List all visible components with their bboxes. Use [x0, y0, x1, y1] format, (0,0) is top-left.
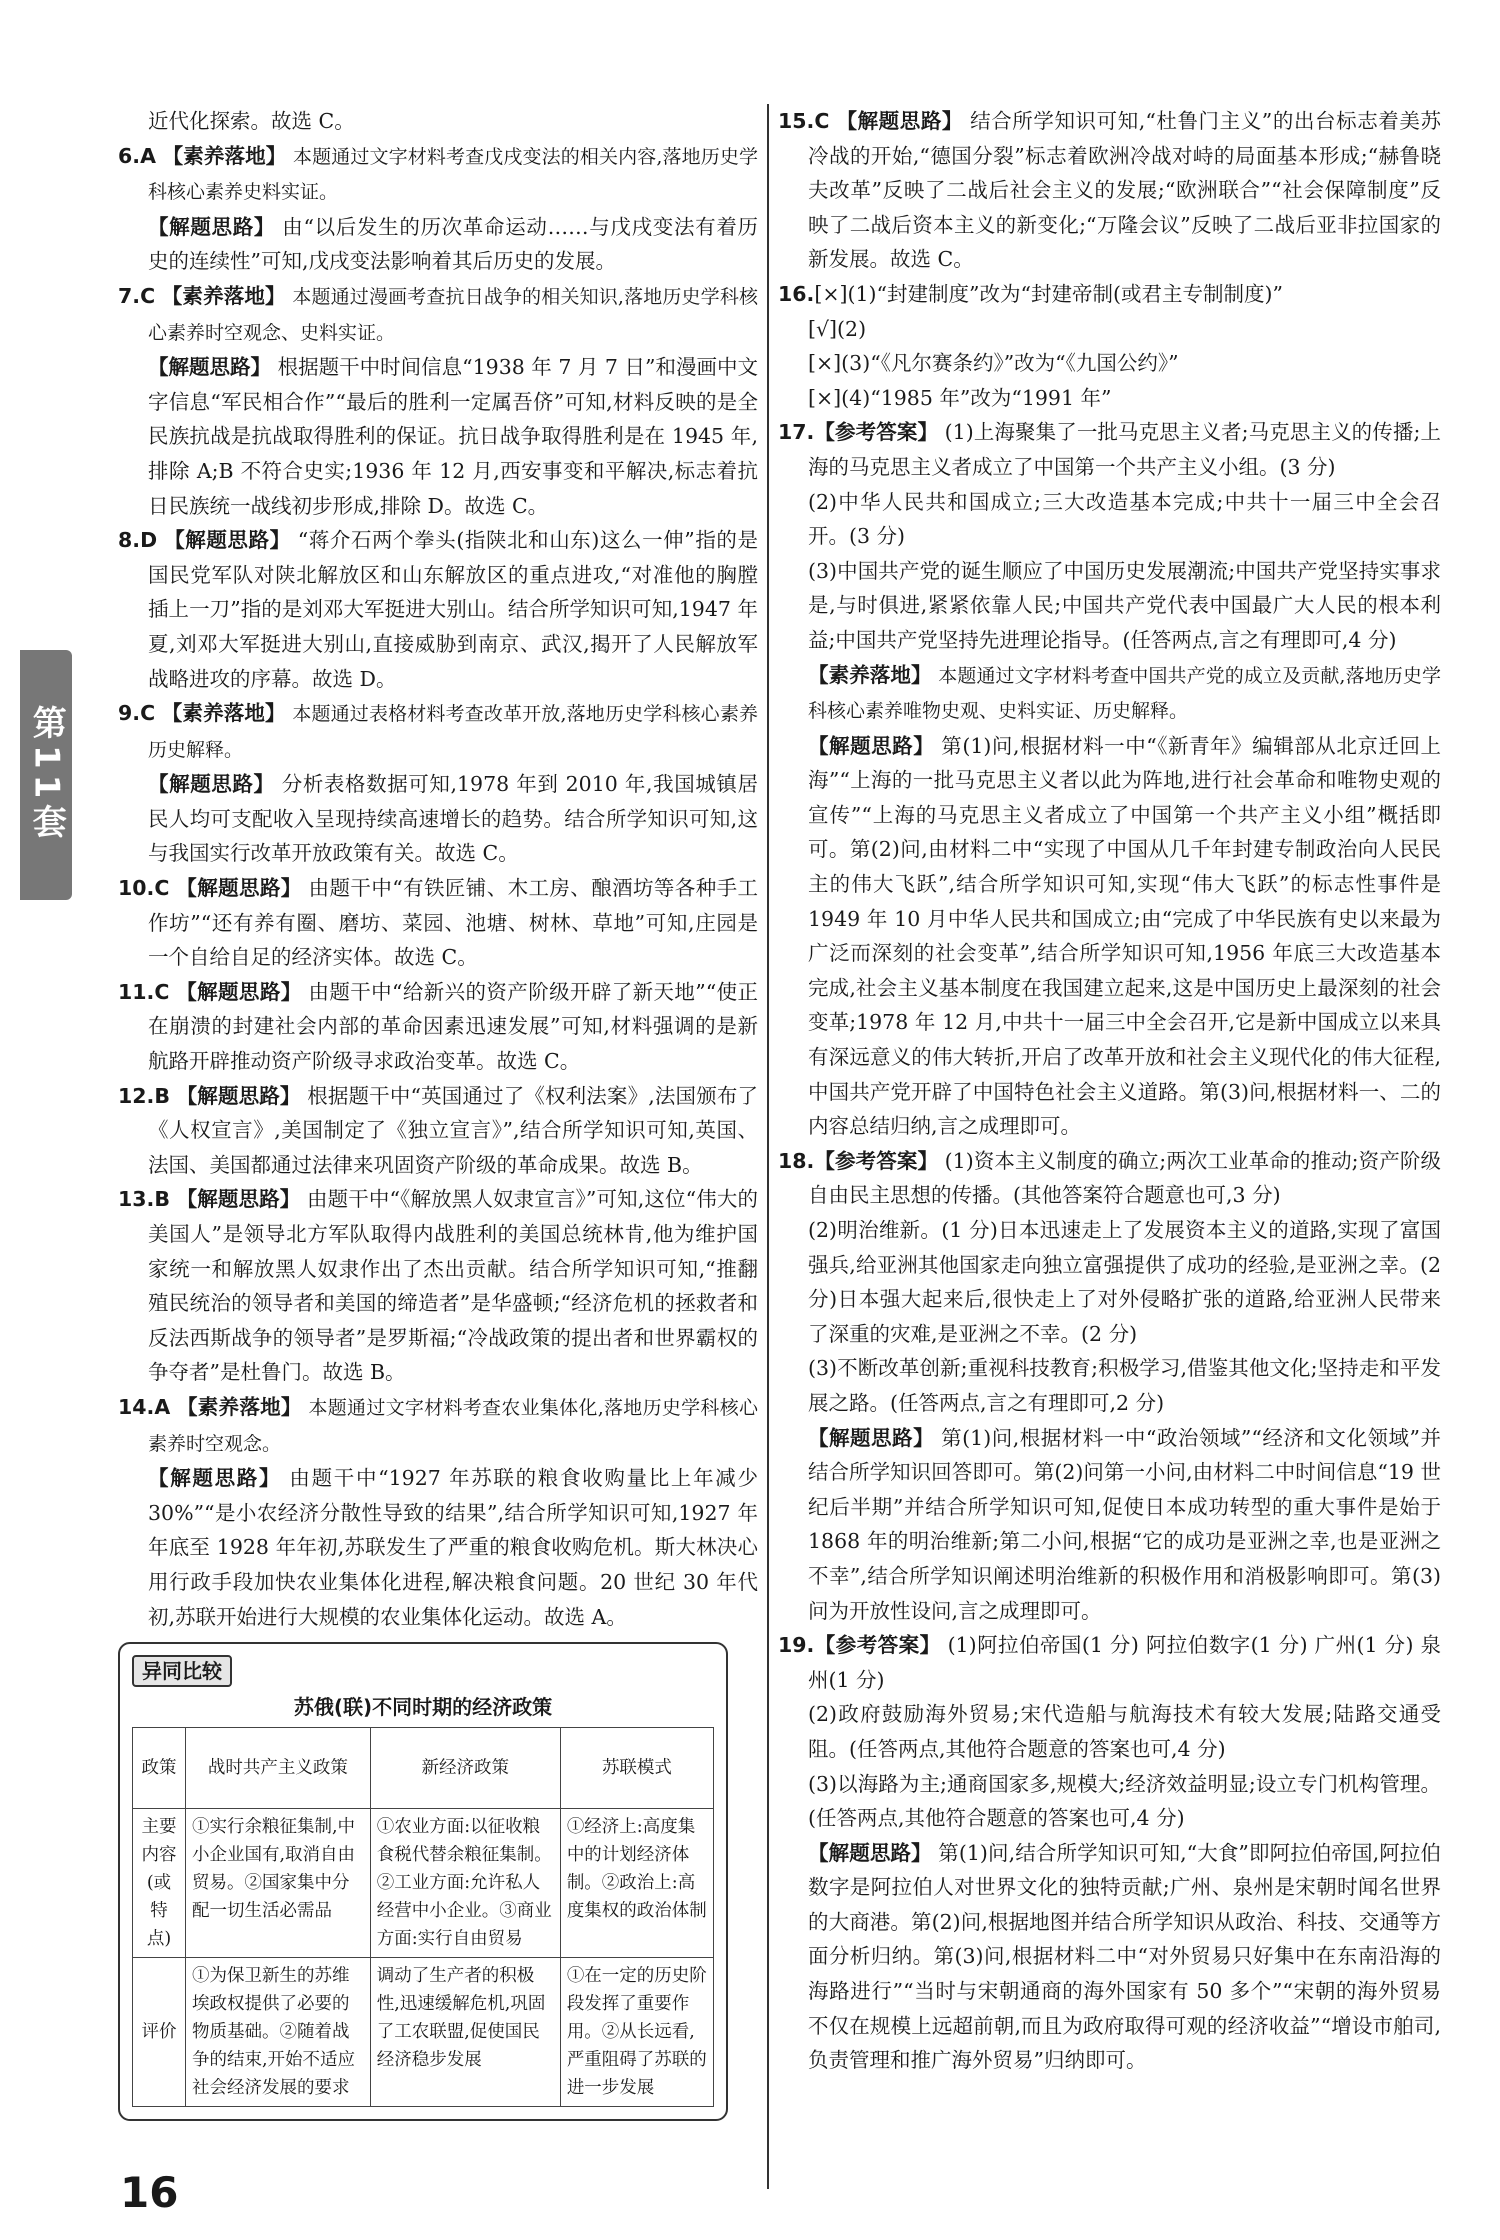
item-tag: 【素养落地】 — [161, 701, 286, 726]
table-header: 新经济政策 — [370, 1727, 560, 1808]
item-text: 本题通过文字材料考查农业集体化,落地历史学科核心素养时空观念。 — [148, 1396, 758, 1455]
item-tag: 【解题思路】 — [164, 528, 291, 553]
answer-line: (1)上海聚集了一批马克思主义者;马克思主义的传播;上海的马克思主义者成立了中国第一个共产主义小组。(3 分) — [808, 420, 1441, 479]
answer-line: (1)阿拉伯帝国(1 分) 阿拉伯数字(1 分) 广州(1 分) 泉州(1 分) — [808, 1633, 1441, 1692]
answer-line: (2)明治维新。(1 分)日本迅速走上了发展资本主义的道路,实现了富国强兵,给亚洲其他国家走向独立富强提供了成功的经验,是亚洲之幸。(2 分)日本强大起来后,很快走上了对外侵略扩张的道路,给亚洲人民带来了深重的灾难,是亚洲之不幸。(2 分) — [808, 1218, 1441, 1346]
item-text: 结合所学知识可知,“杜鲁门主义”的出台标志着美苏冷战的开始,“德国分裂”标志着欧洲冷战对峙的局面基本形成;“赫鲁晓夫改革”反映了二战后社会主义的发展;“欧洲联合”“社会保障制度”反映了二战后资本主义的新变化;“万隆会议”反映了二战后亚非拉国家的新发展。故选 C。 — [808, 109, 1441, 272]
item-line: [×](3)“《凡尔赛条约》”改为“《九国公约》” — [808, 351, 1179, 376]
item-tag: 【解题思路】 — [808, 733, 935, 758]
answer-line: (2)中华人民共和国成立;三大改造基本完成;中共十一届三中全会召开。(3 分) — [808, 489, 1441, 549]
item-answer: C — [814, 109, 830, 133]
item-8 — [118, 523, 758, 696]
item-11 — [118, 975, 758, 1079]
answer-line: (3)以海路为主;通商国家多,规模大;经济效益明显;设立专门机构管理。(任答两点,其他符合题意的答案也可,4 分) — [808, 1771, 1441, 1831]
comparison-tag: 异同比较 — [132, 1655, 232, 1687]
item-tag: 【素养落地】 — [177, 1394, 302, 1419]
item-tag: 【素养落地】 — [808, 662, 932, 687]
table-cell: 调动了生产者的积极性,迅速缓解危机,巩固了工农联盟,促使国民经济稳步发展 — [370, 1957, 560, 2106]
column-divider — [767, 104, 769, 2189]
intro-line: 近代化探索。故选 C。 — [148, 109, 355, 133]
item-9 — [118, 696, 758, 871]
item-text: 由“以后发生的历次革命运动……与戊戌变法有着历史的连续性”可知,戊戌变法影响着其后历史的发展。 — [148, 214, 758, 274]
item-text: 由题干中“给新兴的资产阶级开辟了新天地”“使正在崩溃的封建社会内部的革命因素迅速发展”可知,材料强调的是新航路开辟推动资产阶级寻求政治变革。故选 C。 — [148, 979, 758, 1074]
item-text: 由题干中“1927 年苏联的粮食收购量比上年减少 30%”“是小农经济分散性导致的结果”,结合所学知识可知,1927 年年底至 1928 年年初,苏联发生了严重的粮食收购危机。斯大林决心用行政手段加快农业集体化进程,解决粮食问题。20 世纪 30 年代初,苏联开始进行大规模的农业集体化运动。故选 A。 — [148, 1466, 758, 1629]
item-18 — [778, 1144, 1441, 1628]
table-header: 战时共产主义政策 — [186, 1727, 371, 1808]
item-tag: 【解题思路】 — [836, 109, 963, 133]
item-num: 9. — [118, 701, 141, 726]
item-14 — [118, 1390, 758, 1634]
item-tag: 【解题思路】 — [176, 1083, 301, 1108]
item-num: 13. — [118, 1187, 155, 1212]
item-answer: D — [140, 528, 158, 553]
item-line: [×](1)“封建制度”改为“封建帝制(或君主专制制度)” — [814, 281, 1283, 306]
table-row-label: 主要内容(或特点) — [133, 1808, 186, 1957]
answer-line: (1)资本主义制度的确立;两次工业革命的推动;资产阶级自由民主思想的传播。(其他答案符合题意也可,3 分) — [808, 1148, 1441, 1208]
item-num: 7. — [118, 283, 141, 308]
chapter-side-tab: 第11套 — [20, 650, 72, 900]
item-answer: C — [154, 876, 170, 901]
item-num: 19. — [778, 1633, 815, 1658]
item-num: 8. — [118, 528, 141, 553]
item-num: 15. — [778, 109, 815, 133]
item-text: 根据题干中时间信息“1938 年 7 月 7 日”和漫画中文字信息“军民相合作”“最后的胜利一定属吾侪”可知,材料反映的是全民族抗战是抗战取得胜利的保证。抗日战争取得胜利是在 1945 年,排除 A;B 不符合史实;1936 年 12 月,西安事变和平解决,标志着抗日民族统一战线初步形成,排除 D。故选 C。 — [148, 355, 758, 518]
item-line: [√](2) — [808, 316, 867, 341]
right-column — [778, 104, 1441, 2078]
item-answer: B — [154, 1187, 170, 1212]
item-text: 第(1)问,根据材料一中“《新青年》编辑部从北京迁回上海”“上海的一批马克思主义者以此为阵地,进行社会革命和唯物史观的宣传”“上海的马克思主义者成立了中国第一个共产主义小组”概括即可。第(2)问,由材料二中“实现了中国从几千年封建专制政治向人民民主的伟大飞跃”,结合所学知识可知,实现“伟大飞跃”的标志性事件是 1949 年 10 月中华人民共和国成立;由“完成了中华民族有史以来最为广泛而深刻的社会变革”,结合所学知识可知,1956 年底三大改造基本完成,社会主义基本制度在我国建立起来,这是中国历史上最深刻的社会变革;1978 年 12 月,中共十一届三中全会召开,它是新中国成立以来具有深远意义的伟大转折,开启了改革开放和社会主义现代化的伟大征程,中国共产党开辟了中国特色社会主义道路。第(3)问,根据材料一、二的内容总结归纳,言之成理即可。 — [808, 733, 1441, 1139]
comparison-table — [132, 1727, 714, 2107]
item-answer: C — [140, 701, 156, 726]
item-7 — [118, 279, 758, 523]
item-tag: 【素养落地】 — [162, 143, 287, 168]
answer-line: (3)中国共产党的诞生顺应了中国历史发展潮流;中国共产党坚持实事求是,与时俱进,紧紧依靠人民;中国共产党代表中国最广大人民的根本利益;中国共产党坚持先进理论指导。(任答两点,言之有理即可,4 分) — [808, 558, 1441, 652]
item-tag: 【解题思路】 — [148, 772, 275, 797]
item-line: [×](4)“1985 年”改为“1991 年” — [808, 385, 1112, 410]
table-cell: ①经济上:高度集中的计划经济体制。②政治上:高度集权的政治体制 — [560, 1808, 713, 1957]
item-6 — [118, 139, 758, 279]
item-10 — [118, 871, 758, 975]
comparison-box — [118, 1642, 728, 2121]
item-text: 第(1)问,结合所学知识可知,“大食”即阿拉伯帝国,阿拉伯数字是阿拉伯人对世界文化的独特贡献;广州、泉州是宋朝时闻名世界的大商港。第(2)问,根据地图并结合所学知识从政治、科技、交通等方面分析归纳。第(3)问,根据材料二中“对外贸易只好集中在东南沿海的海路进行”“当时与宋朝通商的海外国家有 50 多个”“宋朝的海外贸易不仅在规模上远超前朝,而且为政府取得可观的经济收益”“增设市舶司,负责管理和推广海外贸易”归纳即可。 — [808, 1840, 1442, 2073]
item-tag: 【参考答案】 — [814, 1633, 941, 1658]
item-text: 第(1)问,根据材料一中“政治领域”“经济和文化领域”并结合所学知识回答即可。第(2)问第一小问,由材料二中时间信息“19 世纪后半期”并结合所学知识可知,促使日本成功转型的重大事件是始于 1868 年的明治维新;第二小问,根据“它的成功是亚洲之幸,也是亚洲之不幸”,结合所学知识阐述明治维新的积极作用和消极影响即可。第(3)问为开放性设问,言之成理即可。 — [808, 1425, 1441, 1623]
table-row — [133, 1808, 714, 1957]
item-tag: 【解题思路】 — [148, 1466, 282, 1491]
item-16 — [778, 277, 1441, 415]
item-text: “蒋介石两个拳头(指陕北和山东)这么一伸”指的是国民党军队对陕北解放区和山东解放区的重点进攻,“对准他的胸膛插上一刀”指的是刘邓大军挺进大别山。结合所学知识可知,1947 年夏,刘邓大军挺进大别山,直接威胁到南京、武汉,揭开了人民解放军战略进攻的序幕。故选 D。 — [148, 528, 758, 691]
item-num: 6. — [118, 143, 141, 168]
item-13 — [118, 1182, 758, 1390]
item-tag: 【素养落地】 — [161, 283, 286, 308]
item-text: 本题通过表格材料考查改革开放,落地历史学科核心素养历史解释。 — [148, 703, 758, 761]
item-num: 14. — [118, 1394, 155, 1419]
item-num: 11. — [118, 979, 155, 1004]
item-num: 16. — [778, 281, 815, 306]
item-tag: 【解题思路】 — [808, 1840, 932, 1865]
table-cell: ①为保卫新生的苏维埃政权提供了必要的物质基础。②随着战争的结束,开始不适应社会经济发展的要求 — [186, 1957, 371, 2106]
item-text: 由题干中“《解放黑人奴隶宣言》”可知,这位“伟大的美国人”是领导北方军队取得内战胜利的美国总统林肯,他为维护国家统一和解放黑人奴隶作出了杰出贡献。结合所学知识可知,“推翻殖民统治的领导者和美国的缔造者”是华盛顿;“经济危机的拯救者和反法西斯战争的领导者”是罗斯福;“冷战政策的提出者和世界霸权的争夺者”是杜鲁门。故选 B。 — [148, 1187, 758, 1385]
page-number: 16 — [120, 2168, 179, 2217]
table-header: 政策 — [133, 1727, 186, 1808]
item-15 — [778, 104, 1441, 277]
item-num: 12. — [118, 1083, 155, 1108]
item-answer: C — [154, 979, 170, 1004]
item-text: 本题通过文字材料考查中国共产党的成立及贡献,落地历史学科核心素养唯物史观、史料实证、历史解释。 — [808, 664, 1441, 723]
item-tag: 【解题思路】 — [148, 355, 272, 380]
table-header: 苏联模式 — [560, 1727, 713, 1808]
item-tag: 【解题思路】 — [148, 214, 276, 239]
item-num: 18. — [778, 1148, 815, 1173]
left-column — [118, 104, 758, 2121]
item-tag: 【解题思路】 — [176, 1187, 301, 1212]
table-cell: ①在一定的历史阶段发挥了重要作用。②从长远看,严重阻碍了苏联的进一步发展 — [560, 1957, 713, 2106]
item-answer: A — [140, 143, 156, 168]
table-cell: ①实行余粮征集制,中小企业国有,取消自由贸易。②国家集中分配一切生活必需品 — [186, 1808, 371, 1957]
answer-line: (3)不断改革创新;重视科技教育;积极学习,借鉴其他文化;坚持走和平发展之路。(任答两点,言之有理即可,2 分) — [808, 1356, 1441, 1415]
table-header-row — [133, 1727, 714, 1808]
item-text: 分析表格数据可知,1978 年到 2010 年,我国城镇居民人均可支配收入呈现持续高速增长的趋势。结合所学知识可知,这与我国实行改革开放政策有关。故选 C。 — [148, 772, 758, 866]
item-text: 本题通过文字材料考查戊戌变法的相关内容,落地历史学科核心素养史料实证。 — [148, 145, 758, 204]
item-text: 根据题干中“英国通过了《权利法案》,法国颁布了《人权宣言》,美国制定了《独立宣言》”,结合所学知识可知,英国、法国、美国都通过法律来巩固资产阶级的革命成果。故选 B。 — [148, 1083, 758, 1177]
item-tag: 【解题思路】 — [176, 979, 302, 1004]
item-num: 17. — [778, 420, 815, 445]
item-answer: A — [154, 1394, 171, 1419]
item-text: 本题通过漫画考查抗日战争的相关知识,落地历史学科核心素养时空观念、史料实证。 — [148, 285, 758, 344]
item-tag: 【参考答案】 — [814, 420, 939, 445]
item-tag: 【解题思路】 — [808, 1425, 935, 1450]
item-12 — [118, 1079, 758, 1183]
item-19 — [778, 1628, 1441, 2078]
item-num: 10. — [118, 876, 155, 901]
item-17 — [778, 415, 1441, 1143]
item-tag: 【参考答案】 — [814, 1148, 939, 1173]
item-tag: 【解题思路】 — [176, 876, 302, 901]
item-text: 由题干中“有铁匠铺、木工房、酿酒坊等各种手工作坊”“还有养有圈、磨坊、菜园、池塘、树林、草地”可知,庄园是一个自给自足的经济实体。故选 C。 — [148, 876, 758, 970]
table-row — [133, 1957, 714, 2106]
table-cell: ①农业方面:以征收粮食税代替余粮征集制。②工业方面:允许私人经营中小企业。③商业方面:实行自由贸易 — [370, 1808, 560, 1957]
comparison-title: 苏俄(联)不同时期的经济政策 — [293, 1694, 553, 1719]
answer-line: (2)政府鼓励海外贸易;宋代造船与航海技术有较大发展;陆路交通受阻。(任答两点,其他符合题意的答案也可,4 分) — [808, 1702, 1441, 1761]
item-answer: B — [154, 1083, 170, 1108]
item-answer: C — [140, 283, 156, 308]
table-row-label: 评价 — [133, 1957, 186, 2106]
